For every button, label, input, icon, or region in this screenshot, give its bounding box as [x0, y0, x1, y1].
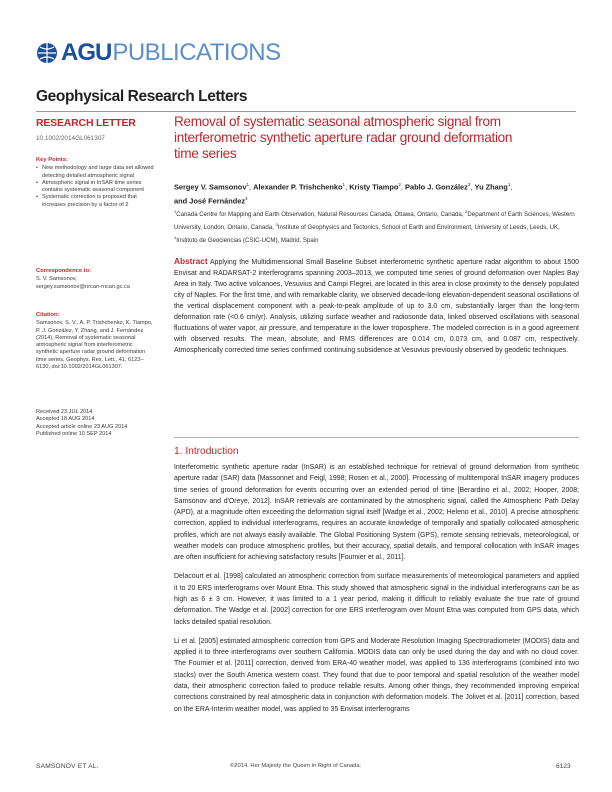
author-name: Pablo J. González [405, 182, 468, 192]
correspondence-heading: Correspondence to: [36, 268, 92, 274]
page-number: 6123 [556, 763, 571, 770]
accepted-online-date: Accepted article online 23 AUG 2014 [36, 423, 128, 430]
accepted-date: Accepted 18 AUG 2014 [36, 416, 95, 423]
published-online-date: Published online 10 SEP 2014 [36, 430, 112, 437]
author-affiliation-mark: 1 [246, 182, 249, 187]
affiliation-text: Department of Earth Sciences, Western University, London, Ontario, Canada, [174, 211, 575, 231]
abstract-heading: Abstract [174, 256, 208, 266]
article-title: Removal of systematic seasonal atmospheric signal from interferometric synthetic aperture radar ground deformation time series [174, 114, 513, 161]
introduction-body [174, 462, 579, 723]
abstract-text: Applying the Multidimensional Small Baseline Subset interferometric synthetic aperture radar algorithm to about 1500 Envisat and RADARSAT-2 interferograms spanning 2003–2013, we computed time series of ground deformation over Naples Bay Area in Italy. Two active volcanoes, Vesuvius and Campi Flegrei, are located in this area in close proximity to the densely populated city of Naples. For the first time, and with remarkable clarity, we observed decade-long elevation-dependent seasonal oscillations of the vertical displacement component with a peak-to-peak amplitude of up to 3.0 cm, substantially larger than the long-term deformation rate (<0.6 cm/yr). Analysis, utilizing surface weather and radiosonde data, linked observed oscillations with seasonal fluctuations of water vapor, air pressure, and temperature in the lower troposphere. The modeled correction is in a good agreement with observed results. The mean, absolute, and RMS differences are 0.014 cm, 0.073 cm, and 0.087 cm, respectively. Atmospherically corrected time series confirmed continuing subsidence at Vesuvius previously observed by geodetic techniques. [174, 259, 580, 355]
doi[interactable]: 10.1002/2014GL061307 [36, 135, 105, 142]
article-type-label: RESEARCH LETTER [36, 117, 136, 129]
author-name: Alexander P. Trishchenko [253, 182, 343, 192]
author-affiliation-mark: 3 [467, 182, 471, 187]
section-divider [174, 437, 579, 438]
key-point-item: • Systematic correction is proposed that increases precision by a factor of 2 [36, 194, 154, 209]
key-points [36, 157, 154, 209]
citation [36, 312, 154, 371]
affiliation-mark: 2 [465, 209, 468, 214]
copyright-notice: ©2014. Her Majesty the Queen in Right of Canada. [230, 763, 362, 769]
affiliation-mark: 4 [174, 234, 177, 240]
agu-publications-logo [36, 38, 281, 68]
affiliation-mark: 3 [275, 221, 278, 227]
author-affiliation-mark: 1 [507, 182, 511, 187]
key-points-heading: Key Points: [36, 157, 68, 163]
correspondence [36, 268, 154, 291]
citation-text: Samsonov, S. V., A. P. Trishchenko, K. Tiampo, P. J. González, Y. Zhang, and J. Fernández (2014), Removal of systematic seasonal atmospheric signal from interferometric synthetic aperture radar ground deformation time series, Geophys. Res. Lett., 41, 6123–6130, doi:10.1002/2014GL061307. [36, 320, 153, 371]
body-paragraph: Delacourt et al. [1998] calculated an atmospheric correction from surface measurements of meteorological parameters and applied it to 20 ERS interferograms over Mount Etna. This study showed that atmospheric signal in the individual interferograms can be as high as 6 ± 3 cm. However, it was limited to a 1 year period, making it difficult to reliably evaluate the true rate of ground deformation. The Wadge et al. [2002] correction for one ERS interferogram over Mount Etna was computed from GPS data, which lacks detailed spatial resolution. [174, 573, 579, 626]
author-name: Kristy Tiampo [349, 182, 399, 192]
author-list: Sergey V. Samsonov$^1$, Alexander P. Trishchenko$^1$, Kristy Tiampo$^2$, Pablo J. González$^3$, Yu Zhang$^1$, and José Fernández$^4$ [174, 182, 513, 206]
key-point-item: • Atmospheric signal in InSAR time series contains systematic seasonal component [36, 180, 154, 195]
section-heading-introduction: 1. Introduction [174, 446, 239, 457]
author-affiliation-mark: 1 [342, 182, 346, 187]
running-authors: SAMSONOV ET AL. [36, 763, 99, 770]
publication-dates [36, 409, 154, 438]
affiliation-text: Institute of Geophysics and Tectonics, School of Earth and Environment, University of Leeds, Leeds, UK, [277, 223, 560, 231]
author-name: Sergey V. Samsonov [174, 182, 247, 192]
affiliation-mark: 1 [174, 209, 177, 214]
abstract [174, 256, 579, 356]
globe-icon [36, 42, 58, 64]
logo-publications-text: PUBLICATIONS [112, 39, 281, 66]
affiliation-text: Canada Centre for Mapping and Earth Observation, Natural Resources Canada, Ottawa, Ontario, Canada, [176, 211, 466, 219]
body-paragraph: Li et al. [2005] estimated atmospheric correction from GPS and Moderate Resolution Imaging Spectroradiometer (MODIS) data and applied it to three interferograms over southern California. MODIS data can only be used during the day and with no cloud cover. The Foumier et al. [2011] correction, derived from ERA-40 weather model, was applied to 136 interferograms (combined into two stacks) over the South America western coast. They found that due to poor temporal and spatial resolution of the weather model data, their atmospheric correction failed to produce reliable results. Among other things, they recommended improving empirical corrections constrained by real atmospheric data in conjunction with deformation models. The Jolivet et al. [2011] correction, based on the ERA-Interim weather model, was applied to 35 Envisat interferograms [174, 637, 579, 713]
author-affiliation-mark: 4 [245, 196, 248, 202]
author-affiliation-mark: 2 [398, 182, 401, 187]
affiliation-text: Instituto de Geociencias (CSIC-UCM), Madrid, Spain [176, 236, 319, 244]
author-name: Yu Zhang [474, 182, 508, 192]
affiliations [174, 207, 579, 245]
header-divider [36, 111, 576, 112]
correspondence-email[interactable]: sergey.samsonov@nrcan-rncan.gc.ca [36, 283, 130, 290]
received-date: Received 23 JUL 2014 [36, 409, 93, 415]
body-paragraph: Interferometric synthetic aperture radar (InSAR) is an established technique for retrieval of ground deformation from synthetic aperture radar (SAR) data [Massonnet and Feigl, 1998; Rosen et al., 2000]. Processing of multitemporal InSAR imagery produces time series of ground deformation for events occurring over an extended period of time [Berardino et al., 2002; Hooper, 2008; Samsonov and d'Oreye, 2012]. InSAR retrievals are contaminated by the atmospheric signal, called the Atmospheric Path Delay (APD), at a magnitude often exceeding the deformation signal itself [Wadge et al., 2002; Heleno et al., 2010]. A precise atmospheric correction, applied to individual interferograms, requires an accurate knowledge of temporally and spatially collocated atmospheric profiles, which are not always easily available. The Global Positioning System (GPS), remote sensing retrievals, meteorological, or weather models can produce atmospheric profiles, but their accuracy, spatial details, and temporal collocation with InSAR images are often insufficient for achieving satisfactory results [Foumier et al., 2011]. [174, 464, 579, 562]
citation-heading: Citation: [36, 312, 60, 318]
author-name: José Fernández [189, 196, 246, 206]
key-point-item: • New methodology and large data set allowed detecting detailed atmospheric signal [36, 165, 154, 180]
journal-name: Geophysical Research Letters [36, 88, 248, 105]
correspondence-name: S. V. Samsonov, [36, 276, 77, 283]
logo-agu-text: AGU [61, 39, 112, 66]
